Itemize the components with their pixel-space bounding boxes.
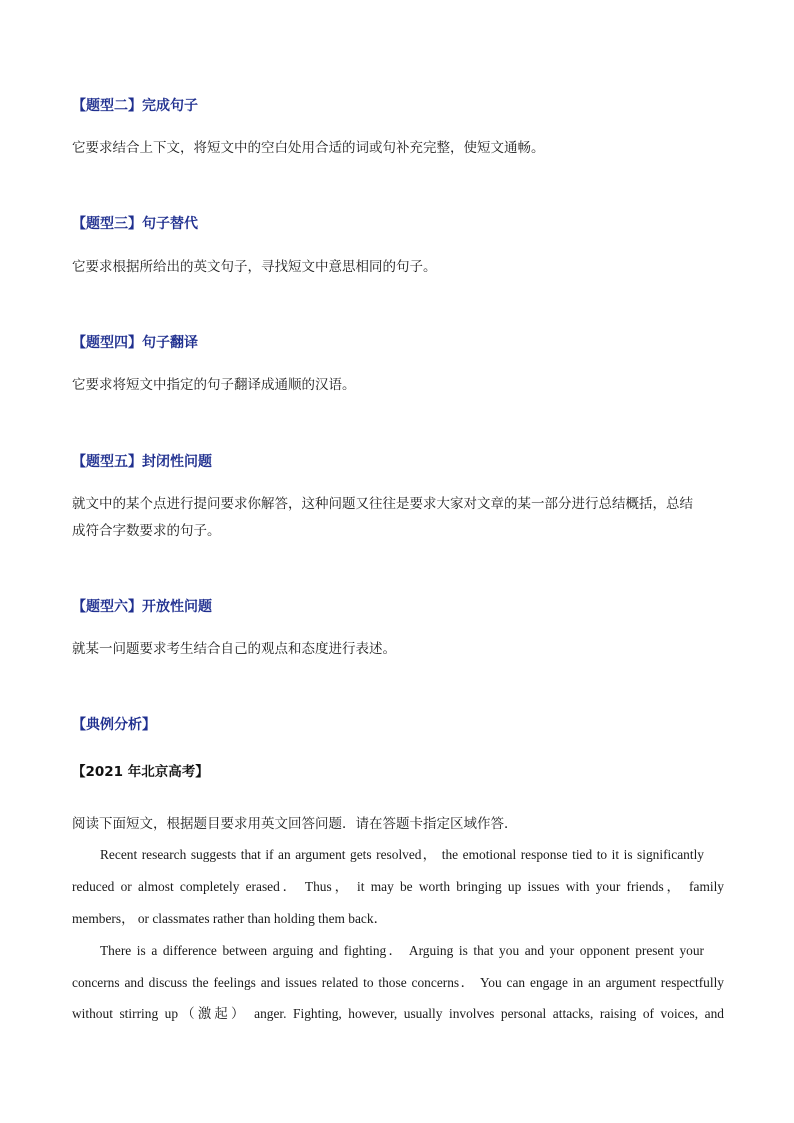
- passage-line: members， or classmates rather than holding them back．: [72, 911, 387, 926]
- section-body-type3: 它要求根据所给出的英文句子，寻找短文中意思相同的句子。: [72, 259, 437, 275]
- section-heading-type2: 【题型二】完成句子: [72, 98, 198, 114]
- passage-line: reduced or almost completely erased． Thus， it may be worth bringing up issues with your friends， family: [72, 879, 724, 894]
- passage-line: There is a difference between arguing and fighting． Arguing is that you and your opponent present your: [100, 943, 704, 958]
- section-body-type5-line1: 就文中的某个点进行提问要求你解答，这种问题又往往是要求大家对文章的某一部分进行总结概括，总结: [72, 496, 693, 512]
- section-body-type2: 它要求结合上下文，将短文中的空白处用合适的词或句补充完整，使短文通畅。: [72, 140, 545, 156]
- example-heading: 【典例分析】: [72, 717, 156, 733]
- section-body-type5-line2: 成符合字数要求的句子。: [72, 523, 221, 539]
- section-body-type4: 它要求将短文中指定的句子翻译成通顺的汉语。: [72, 377, 356, 393]
- section-heading-type4: 【题型四】句子翻译: [72, 335, 198, 351]
- section-body-type6: 就某一问题要求考生结合自己的观点和态度进行表述。: [72, 641, 396, 657]
- example-source: 【2021 年北京高考】: [72, 764, 209, 780]
- section-heading-type3: 【题型三】句子替代: [72, 216, 198, 232]
- passage-line: without stirring up（激起） anger. Fighting, however, usually involves personal attacks, raising of voices, and: [72, 1006, 724, 1021]
- section-heading-type5: 【题型五】封闭性问题: [72, 454, 212, 470]
- section-heading-type6: 【题型六】开放性问题: [72, 599, 212, 615]
- example-instruction: 阅读下面短文，根据题目要求用英文回答问题．请在答题卡指定区域作答．: [72, 816, 518, 832]
- passage-line: concerns and discuss the feelings and issues related to those concerns． You can engage in an argument respectfully: [72, 975, 724, 990]
- passage-line: Recent research suggests that if an argument gets resolved， the emotional response tied to it is significantly: [100, 847, 704, 862]
